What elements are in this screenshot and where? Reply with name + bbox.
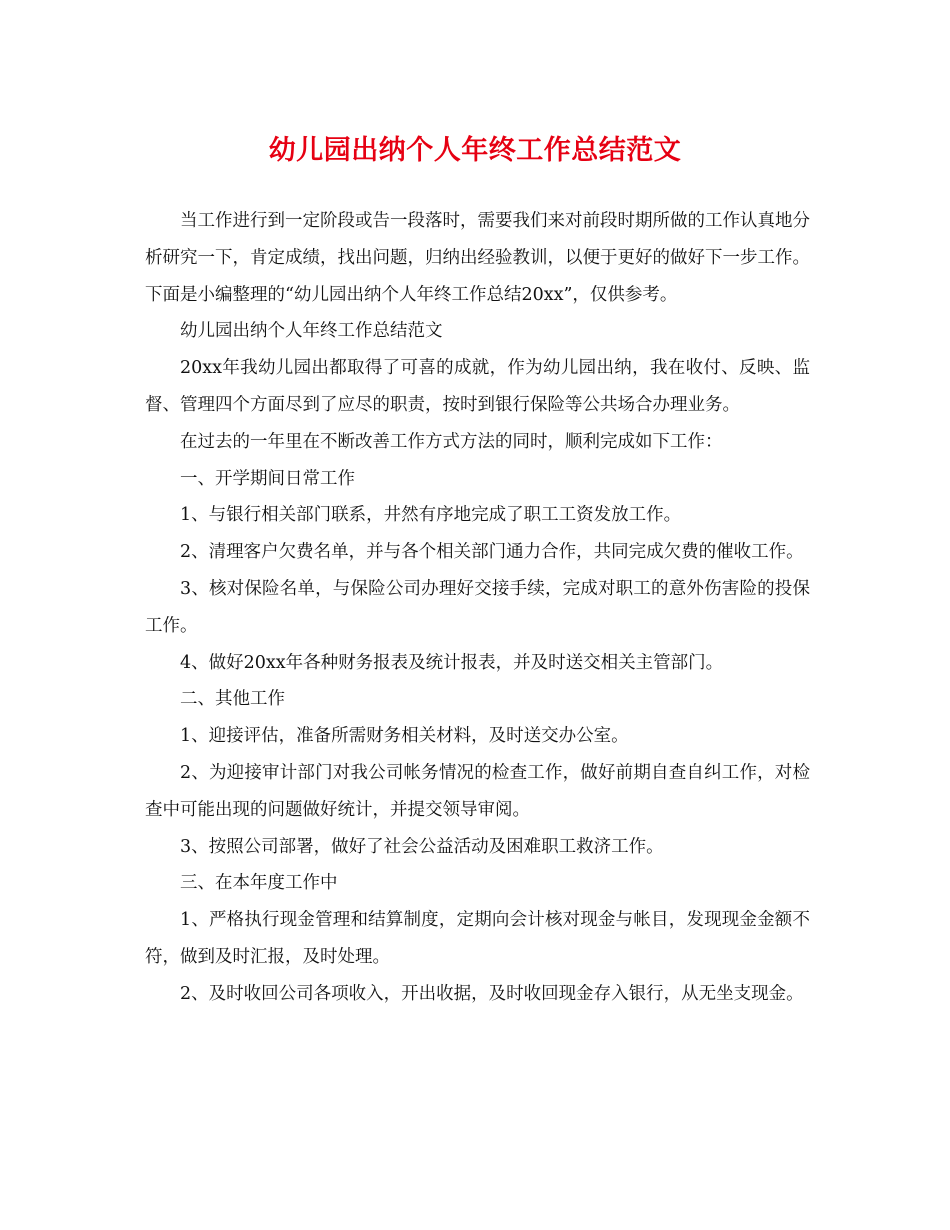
paragraph-subtitle: 幼儿园出纳个人年终工作总结范文 (180, 321, 443, 342)
list-item: 1、与银行相关部门联系，井然有序地完成了职工工资发放工作。 (180, 505, 682, 526)
document-title: 幼儿园出纳个人年终工作总结范文 (268, 135, 682, 166)
list-item: 2、为迎接审计部门对我公司帐务情况的检查工作，做好前期自查自纠工作，对检查中可能出现的问题做好统计，并提交领导审阅。 (145, 762, 810, 820)
list-item: 2、清理客户欠费名单，并与各个相关部门通力合作，共同完成欠费的催收工作。 (180, 542, 804, 563)
list-item: 2、及时收回公司各项收入，开出收据，及时收回现金存入银行，从无坐支现金。 (180, 983, 804, 1004)
list-item: 4、做好20xx年各种财务报表及统计报表，并及时送交相关主管部门。 (180, 652, 724, 673)
list-item: 1、严格执行现金管理和结算制度，定期向会计核对现金与帐目，发现现金金额不符，做到及时汇报，及时处理。 (145, 910, 810, 967)
list-item: 3、核对保险名单，与保险公司办理好交接手续，完成对职工的意外伤害险的投保工作。 (145, 578, 810, 636)
section-heading: 二、其他工作 (180, 689, 285, 710)
paragraph: 在过去的一年里在不断改善工作方式方法的同时，顺利完成如下工作： (180, 431, 723, 452)
section-heading: 一、开学期间日常工作 (180, 468, 355, 489)
paragraph-intro: 当工作进行到一定阶段或告一段落时，需要我们来对前段时期所做的工作认真地分析研究一下，肯定成绩，找出问题，归纳出经验教训，以便于更好的做好下一步工作。下面是小编整理的“幼儿园出纳个人年终工作总结20xx”，仅供参考。 (145, 211, 810, 305)
list-item: 1、迎接评估，准备所需财务相关材料，及时送交办公室。 (180, 726, 629, 747)
list-item: 3、按照公司部署，做好了社会公益活动及困难职工救济工作。 (180, 836, 664, 857)
paragraph: 20xx年我幼儿园出都取得了可喜的成就，作为幼儿园出纳，我在收付、反映、监督、管理四个方面尽到了应尽的职责，按时到银行保险等公共场合办理业务。 (145, 358, 810, 415)
section-heading: 三、在本年度工作中 (180, 873, 338, 894)
document-body (145, 203, 810, 1013)
